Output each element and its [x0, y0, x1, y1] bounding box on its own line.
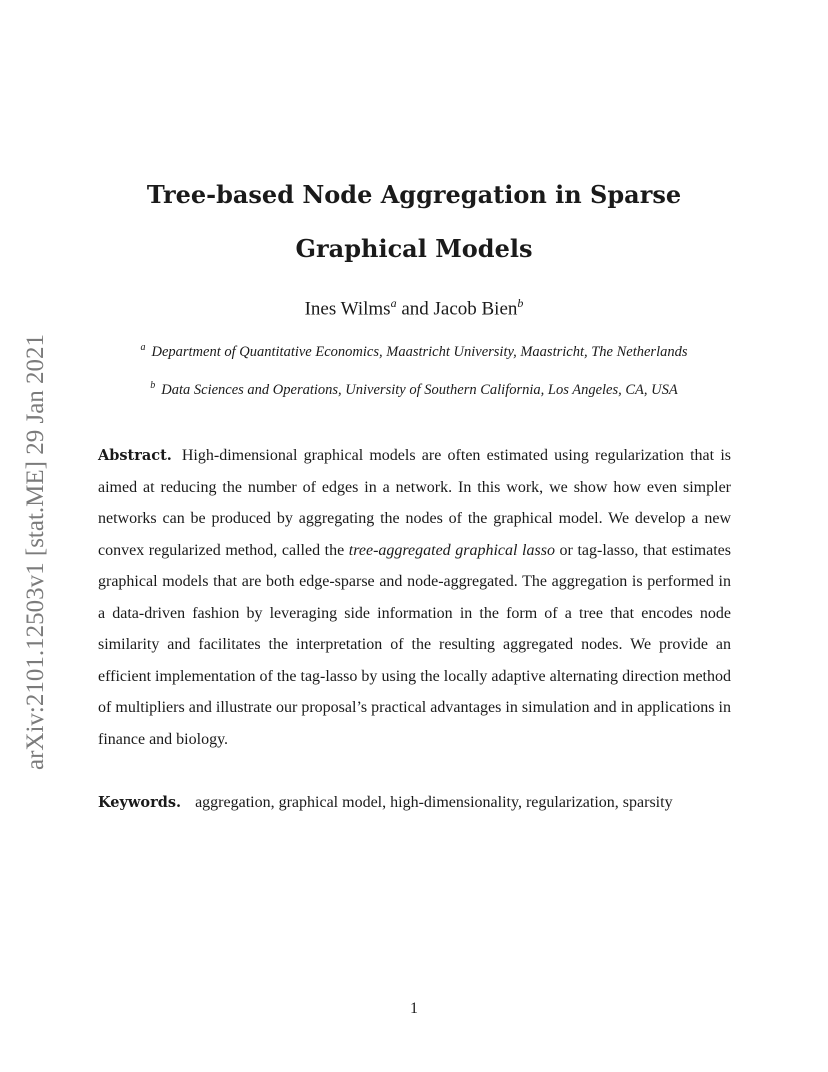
arxiv-identifier: arXiv:2101.12503v1 [stat.ME] 29 Jan 2021	[22, 333, 49, 770]
author-name: Jacob Bien	[433, 298, 518, 320]
author-list	[0, 296, 828, 320]
keywords-section	[98, 794, 738, 812]
affiliation-mark: a	[390, 296, 397, 310]
affiliation-text: Data Sciences and Operations, University of Southern California, Los Angeles, CA, USA	[161, 381, 678, 398]
title-line-1: Tree-based Node Aggregation in Sparse	[146, 180, 682, 209]
abstract-text-part: or tag-lasso, that estimates graphical models that are both edge-sparse and node-aggregated. The aggregation is performed in a data-driven fashion by leveraging side information in the form of a tree that encodes node similarity and facilitates the interpretation of the resulting aggregated nodes. We provide an efficient implementation of the tag-lasso by using the locally adaptive alternating direction method of multipliers and illustrate our proposal’s practical advantages in simulation and in applications in finance and biology.	[98, 541, 731, 748]
affiliation-b	[0, 380, 828, 399]
arxiv-stamp-container	[19, 290, 59, 770]
author-connector: and	[396, 298, 434, 320]
affiliation-mark: b	[517, 296, 524, 310]
author-name: Ines Wilms	[304, 298, 391, 320]
page-number: 1	[410, 1000, 418, 1017]
affiliation-text: Department of Quantitative Economics, Maastricht University, Maastricht, The Netherlands	[151, 343, 688, 360]
keywords-text: aggregation, graphical model, high-dimensionality, regularization, sparsity	[195, 794, 673, 811]
abstract-label: Abstract.	[98, 447, 172, 464]
affiliation-mark: b	[150, 380, 156, 391]
abstract-section	[98, 440, 731, 755]
paper-title	[0, 168, 828, 276]
affiliation-a	[0, 342, 828, 361]
affiliation-mark: a	[140, 342, 146, 353]
abstract-text-part: High-dimensional graphical models are often estimated using regularization that is aimed at reducing the number of edges in a network. In this work, we show how even simpler networks can be produced by aggregating the nodes of the graphical model. We develop a new convex regularized method, called the	[98, 447, 731, 559]
keywords-label: Keywords.	[98, 794, 182, 811]
title-line-2: Graphical Models	[295, 234, 533, 263]
abstract-emphasis: tree-aggregated graphical lasso	[348, 541, 555, 559]
